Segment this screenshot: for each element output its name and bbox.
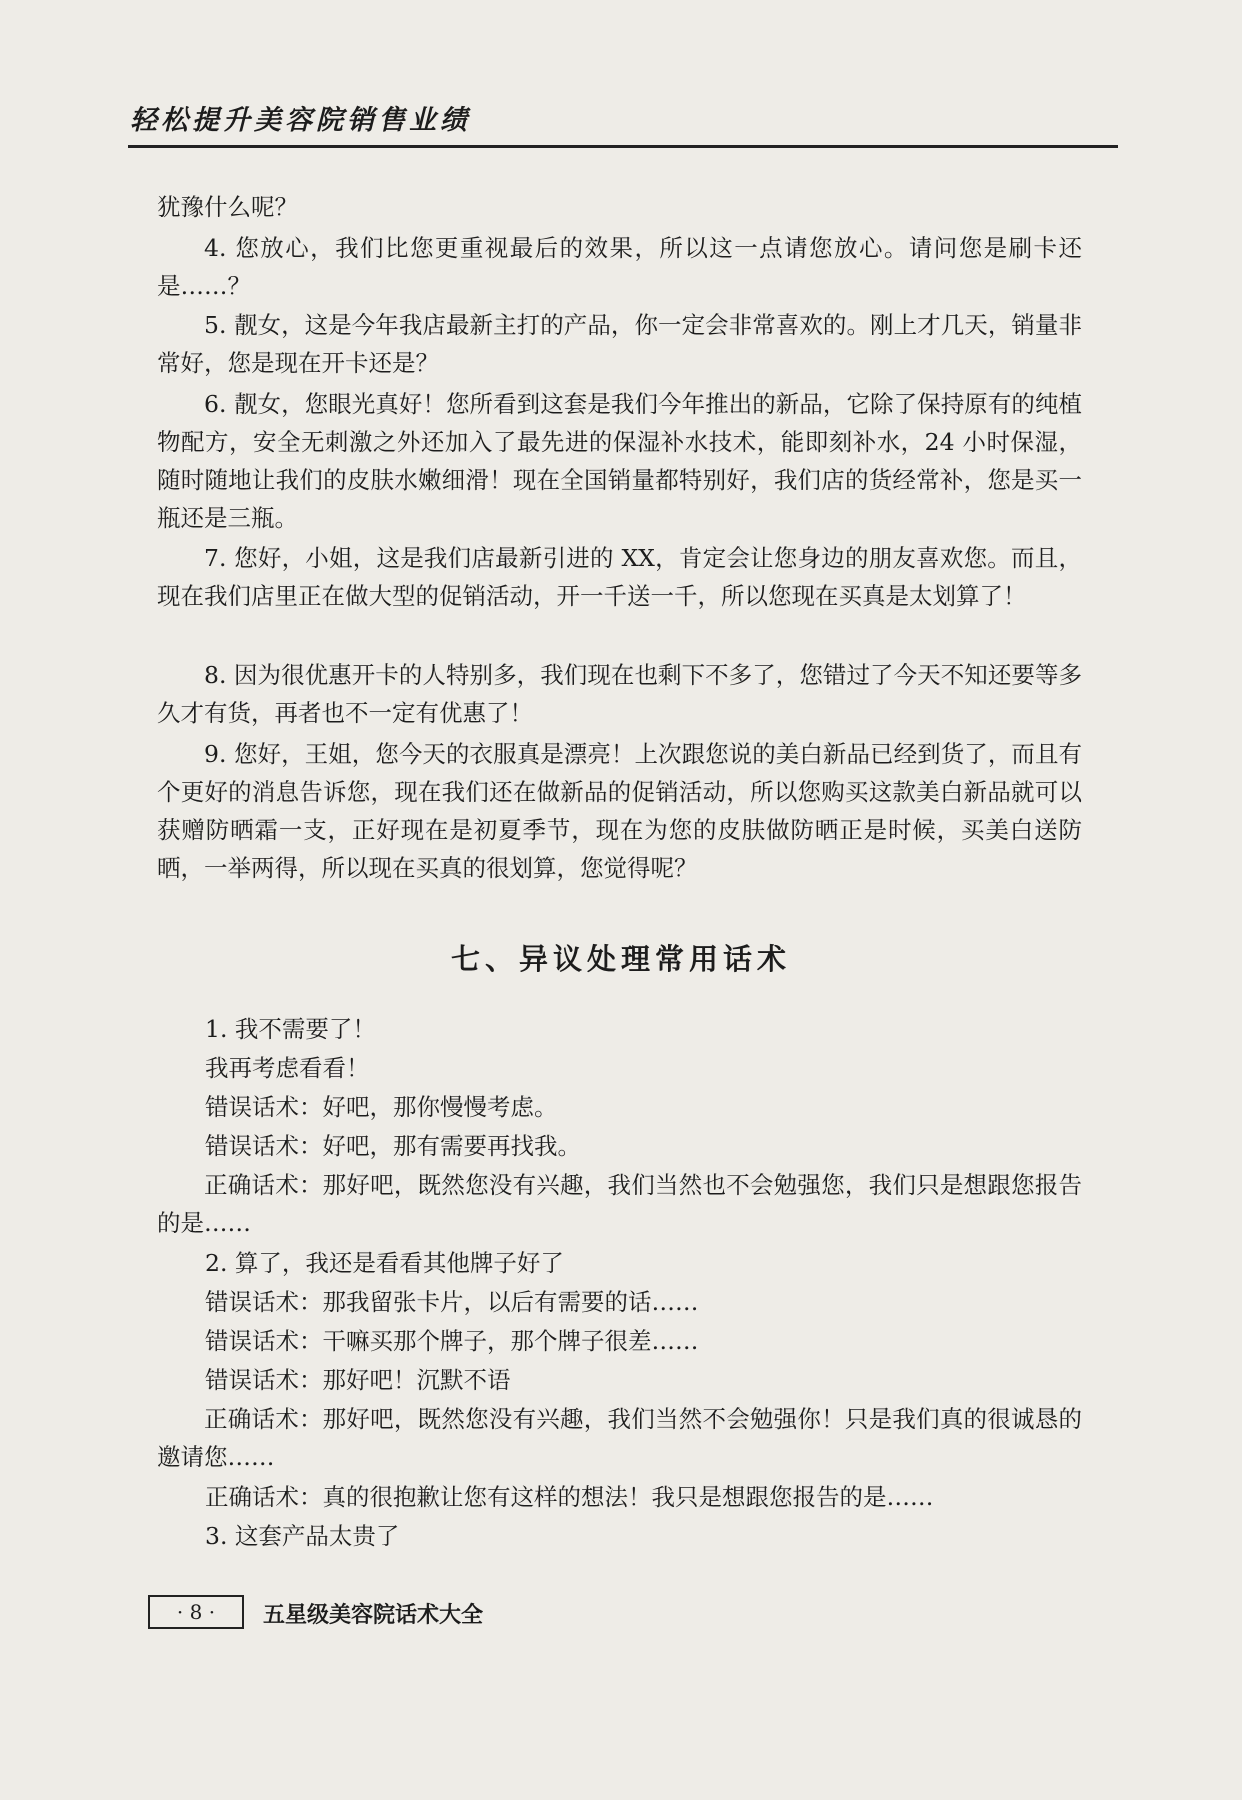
paragraph-item-9: 9. 您好，王姐，您今天的衣服真是漂亮！上次跟您说的美白新品已经到货了，而且有个更好的消息告诉您，现在我们还在做新品的促销活动，所以您购买这款美白新品就可以获赠防晒霜一支，正好现在是初夏季节，现在为您的皮肤做防晒正是时候，买美白送防晒，一举两得，所以现在买真的很划算，您觉得呢？ [157,740,1082,882]
correct-reply-2a: 正确话术：那好吧，既然您没有兴趣，我们当然不会勉强你！只是我们真的很诚恳的邀请您…… [157,1405,1082,1471]
running-header-title: 轻松提升美容院销售业绩 [130,105,471,136]
paragraph-item-7: 7. 您好，小姐，这是我们店最新引进的 XX，肯定会让您身边的朋友喜欢您。而且，现在我们店里正在做大型的促销活动，开一千送一千，所以您现在买真是太划算了！ [157,544,1082,610]
correct-reply-2b: 正确话术：真的很抱歉让您有这样的想法！我只是想跟您报告的是…… [205,1483,934,1511]
wrong-reply-1b: 错误话术：好吧，那有需要再找我。 [205,1132,581,1160]
paragraph-item-5: 5. 靓女，这是今年我店最新主打的产品，你一定会非常喜欢的。刚上才几天，销量非常好，您是现在开卡还是？ [157,311,1082,377]
header-rule [128,145,1118,148]
paragraph-item-6: 6. 靓女，您眼光真好！您所看到这套是我们今年推出的新品，它除了保持原有的纯植物配方，安全无刺激之外还加入了最先进的保湿补水技术，能即刻补水，24 小时保湿，随时随地让我们的皮肤水嫩细滑！现在全国销量都特别好，我们店的货经常补，您是买一瓶还是三瓶。 [157,390,1082,532]
wrong-reply-2a: 错误话术：那我留张卡片，以后有需要的话…… [205,1288,699,1316]
objection-2: 2. 算了，我还是看看其他牌子好了 [205,1249,564,1277]
objection-3: 3. 这套产品太贵了 [205,1522,400,1550]
wrong-reply-2b: 错误话术：干嘛买那个牌子，那个牌子很差…… [205,1327,699,1355]
objection-1: 1. 我不需要了！ [205,1015,376,1043]
wrong-reply-2c: 错误话术：那好吧！沉默不语 [205,1366,511,1394]
footer-book-title: 五星级美容院话术大全 [263,1603,484,1628]
wrong-reply-1a: 错误话术：好吧，那你慢慢考虑。 [205,1093,558,1121]
page-number: · 8 · [148,1595,244,1629]
paragraph-continuation: 犹豫什么呢？ [157,193,298,221]
correct-reply-1: 正确话术：那好吧，既然您没有兴趣，我们当然也不会勉强您，我们只是想跟您报告的是…… [157,1171,1082,1237]
objection-1-alt: 我再考虑看看！ [205,1054,370,1082]
paragraph-item-8: 8. 因为很优惠开卡的人特别多，我们现在也剩下不多了，您错过了今天不知还要等多久才有货，再者也不一定有优惠了！ [157,661,1082,727]
section-heading: 七、异议处理常用话术 [450,942,791,976]
paragraph-item-4: 4. 您放心，我们比您更重视最后的效果，所以这一点请您放心。请问您是刷卡还是……？ [157,234,1082,300]
